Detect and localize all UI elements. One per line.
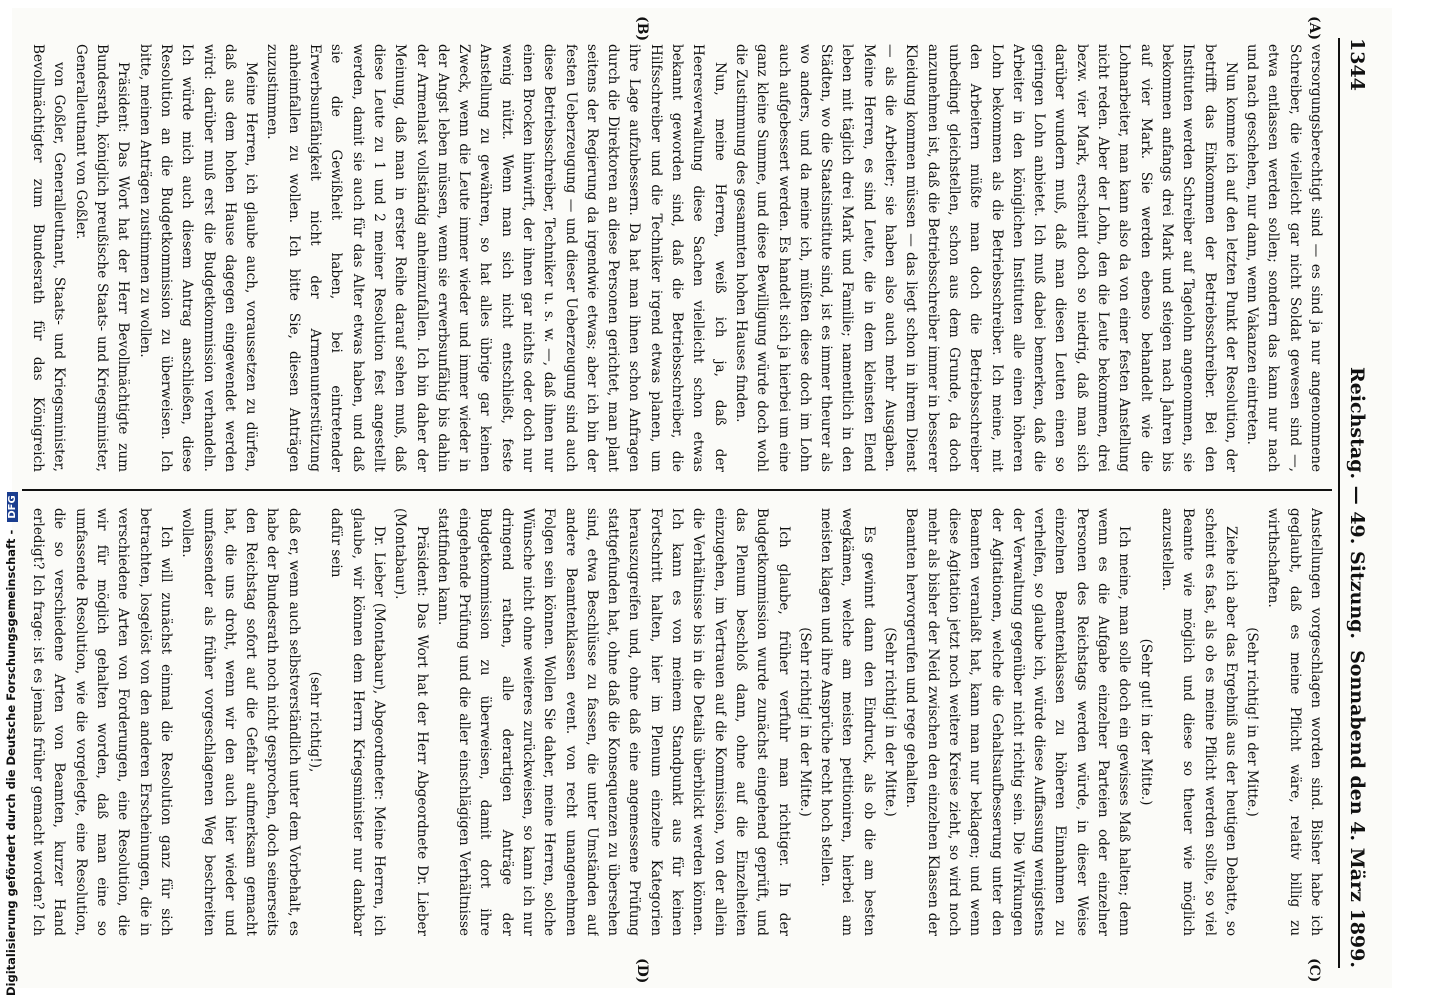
interjection: (sehr richtig!), — [307, 671, 324, 773]
margin-mark-b: (B) — [634, 16, 650, 42]
paragraph: Meine Herren, ich glaube auch, voraussetzen zu dürfen, daß aus dem hohen Hause dagegen eingewendet werden wird: darüber muß erst die Budgetkommission verhandeln. Ich würde mich auch diesem Antrag anschließen, diese Resolution an die Budgetkommission zu überweisen. Ich bitte, meinen Anträgen zustimmen zu wollen. — [136, 44, 260, 472]
page-number: 1344 — [1346, 38, 1368, 91]
paragraph: versorgungsberechtigt sind — es sind ja nur angenommene Schreiber, die vielleicht gar nicht Soldat gewesen sind —, etwa entlassen werden sollen; sondern das kann nur nach und nach geschehen, nur dann, wenn Vakanzen eintreten. — [1244, 44, 1324, 472]
paragraph: Ziehe ich aber das Ergebniß aus der heutigen Debatte, so scheint es fast, als ob es meine Pflicht werden sollte, so viel Beamte wie möglich und diese so theuer wie möglich anzustellen. — [1158, 508, 1239, 936]
page-header — [1338, 38, 1370, 968]
paragraph: daß er, wenn auch selbstverständlich unter dem Vorbehalt, es habe der Bundesrath noch nicht gesprochen, doch seinerseits den Reichstag sofort auf die Gefahr aufmerksam gemacht hat, die uns droht, wenn wir den auch hier wieder und umfassender als früher vorgeschlagenen Weg beschreiten wollen. — [179, 508, 302, 936]
margin-mark-c: (C) — [1306, 958, 1322, 983]
paragraph: Nun, meine Herren, weiß ich ja, daß der Heeresverwaltung diese Sachen vielleicht schon etwas bekannt geworden sind, daß die Betriebsschreiber, die Hilfsschreiber und die Techniker irgend etwas planen, um ihre Lage aufzubessern. Da hat man ihnen schon Anfragen durch die Direktoren an diese Personen gerichtet, man plant seitens der Regierung da irgendwie etwas; aber ich bin der festen Ueberzeugung — und dieser Ueberzeugung sind auch diese Betriebsschreiber, Techniker u. s. w. —, daß ihnen nur einen Brocken hinwirft, der ihnen gar nichts oder doch nur wenig nützt. Wenn man sich nicht entschließt, feste Anstellung zu gewähren, so hat alles übrige gar keinen Zweck, wenn die Leute immer wieder und immer wieder in der Angst leben müssen, wenn sie erwerbsunfähig bis dahin der Armenlast vollständig anheimzufallen. Ich bin daher der Meinung, daß man in erster Reihe darauf sehen muß, daß diese Leute zu 1 und 2 meiner Resolution fest angestellt werden, damit sie auch für das Alter etwas haben, und daß sie die Gewißheit haben, bei eintretender Erwerbsunfähigkeit nicht der Armenunterstützung anheimfallen zu wollen. Ich bitte Sie, diesen Anträgen zuzustimmen. — [264, 44, 728, 472]
paragraph: Präsident: Das Wort hat der Herr Abgeordnete Dr. Lieber (Montabaur). — [392, 508, 430, 936]
digitization-credit — [4, 492, 18, 996]
paragraph: Dr. Lieber (Montabaur), Abgeordneter: Meine Herren, ich glaube, wir können dem Herrn Kriegsminister nur dankbar dafür sein — [328, 508, 387, 936]
paragraph: Ich will zunächst einmal die Resolution ganz für sich betrachten, losgelöst von den anderen Erscheinungen, die in verschiedene Arten von Forderungen, eine Resolution, die wir für möglich gehalten worden, daß man eine so umfassende Resolution, wie die vorgelegte, eine Resolution, die so verschiedene Arten von Beamten, kurzer Hand erledigt? Ich frage: ist es jemals früher gemacht worden? Ich — [30, 508, 174, 936]
session-title: Reichstag. — 49. Sitzung. — [1346, 366, 1368, 640]
paragraph: Präsident: Das Wort hat der Herr Bevollmächtigte zum Bundesrath, königlich preußische Staats- und Kriegsminister, Generalleutnant von Goßler. — [72, 44, 132, 472]
interjection: (Sehr richtig! in der Mitte.) — [1244, 627, 1261, 817]
paragraph: Es gewinnt dann den Eindruck, als ob die am besten wegkämen, welche am meisten petitioniren, hierbei am meisten klagen und ihre Ansprüche recht hoch stellen. — [818, 508, 877, 936]
right-column — [26, 508, 1326, 936]
scanned-page — [12, 8, 1392, 988]
interjection: (Sehr richtig! in der Mitte.) — [796, 627, 813, 817]
interjection: (Sehr gut! in der Mitte.) — [1137, 638, 1154, 806]
paragraph: Nun komme ich auf den letzten Punkt der Resolution, der betrifft das Einkommen der Betriebsschreiber. Bei den Instituten werden Schreiber auf Tagelohn angenommen, sie bekommen anfangs drei Mark und steigen nach Jahren bis auf vier Mark. Sie werden ebenso behandelt wie die Lohnarbeiter, man kann also da von einer festen Anstellung nicht reden. Aber der Lohn, den die Leute bekommen, drei bezw. vier Mark, erscheint doch so niedrig, daß man sich darüber wundern muß, daß man diesen Leuten einen so geringen Lohn anbietet. Ich muß dabei bemerken, daß die Arbeiter in den königlichen Instituten alle einen höheren Lohn bekommen als die Betriebsschreiber. Ich meine, mit den Arbeitern müßte man doch die Betriebsschreiber unbedingt gleichstellen, schon aus dem Grunde, da doch anzunehmen ist, daß die Betriebsschreiber immer in besserer Kleidung kommen müssen — das liegt schon in ihrem Dienst — als die Arbeiter; sie haben also auch mehr Ausgaben. Meine Herren, es sind Leute, die in dem kleinsten Elend leben mit täglich drei Mark und Familie; namentlich in den Städten, wo die Staatsinstitute sind, ist es immer theurer als wo anders, und da meine ich, müßten diese doch im Lohn auch aufgebessert werden. Es handelt sich ja hierbei um eine ganz kleine Summe, und diese Bewilligung würde doch wohl die Zustimmung des gesammten hohen Hauses finden. — [732, 44, 1239, 472]
paragraph: Anstellungen vorgeschlagen worden sind. Bisher habe ich geglaubt, daß es meine Pflicht wäre, relativ billig zu wirthschaften. — [1265, 508, 1324, 936]
dfg-logo: DFG — [7, 492, 18, 521]
left-column — [26, 44, 1326, 472]
margin-mark-a: (A) — [1306, 16, 1322, 41]
interjection: (Sehr richtig! in der Mitte.) — [882, 627, 899, 817]
paragraph: Ich glaube, früher verfuhr man richtiger. In der Budgetkommission wurde zunächst eingehend geprüft, und das Plenum beschloß dann, ohne auf die Einzelheiten einzugehen, im Vertrauen auf die Kommission, von der allein die Verhältnisse bis in die Details überblickt werden können. Ich kann es von meinem Standpunkt aus für keinen Fortschritt halten, hier im Plenum einzelne Kategorien herauszugreifen und, ohne daß eine angemessene Prüfung stattgefunden hat, ohne daß die Konsequenzen zu übersehen sind, etwa Beschlüsse zu fassen, die unter Umständen auf andere Beamtenklassen event. von recht unangenehmen Folgen sein können. Wollen Sie daher, meine Herren, solche Wünsche nicht ohne weiteres zurückweisen, so kann ich nur dringend rathen, alle derartigen Anträge der Budgetkommission zu überweisen, damit dort ihre eingehende Prüfung und die aller einschlägigen Verhältnisse stattfinden kann. — [434, 508, 792, 936]
credit-text: Digitalisierung gefördert durch die Deutsche Forschungsgemeinschaft - — [4, 529, 18, 996]
session-date: Sonnabend den 4. März 1899. — [1346, 650, 1368, 968]
paragraph: von Goßler, Generalleutnant, Staats- und Kriegsminister, Bevollmächtigter zum Bundesrath für das Königreich — [30, 44, 68, 472]
margin-mark-d: (D) — [634, 958, 650, 984]
column-divider — [22, 489, 1332, 491]
paragraph: Ich meine, man solle doch ein gewisses Maß halten; denn wenn es die Aufgabe einzelner Parteien oder einzelner Personen des Reichstags werden würde, in dieser Weise einzelnen Beamtenklassen zu höheren Einnahmen zu verhelfen, so glaube ich, würde diese Auffassung wenigstens der Verwaltung gegenüber nicht richtig sein. Die Wirkungen der Agitationen, welche die Gehaltsaufbesserung unter den Beamten veranlaßt hat, kann man nur beklagen; und wenn diese Agitation jetzt noch weitere Kreise zieht, so wird noch mehr als bisher der Neid zwischen den einzelnen Klassen der Beamten hervorgerufen und rege gehalten. — [903, 508, 1133, 936]
